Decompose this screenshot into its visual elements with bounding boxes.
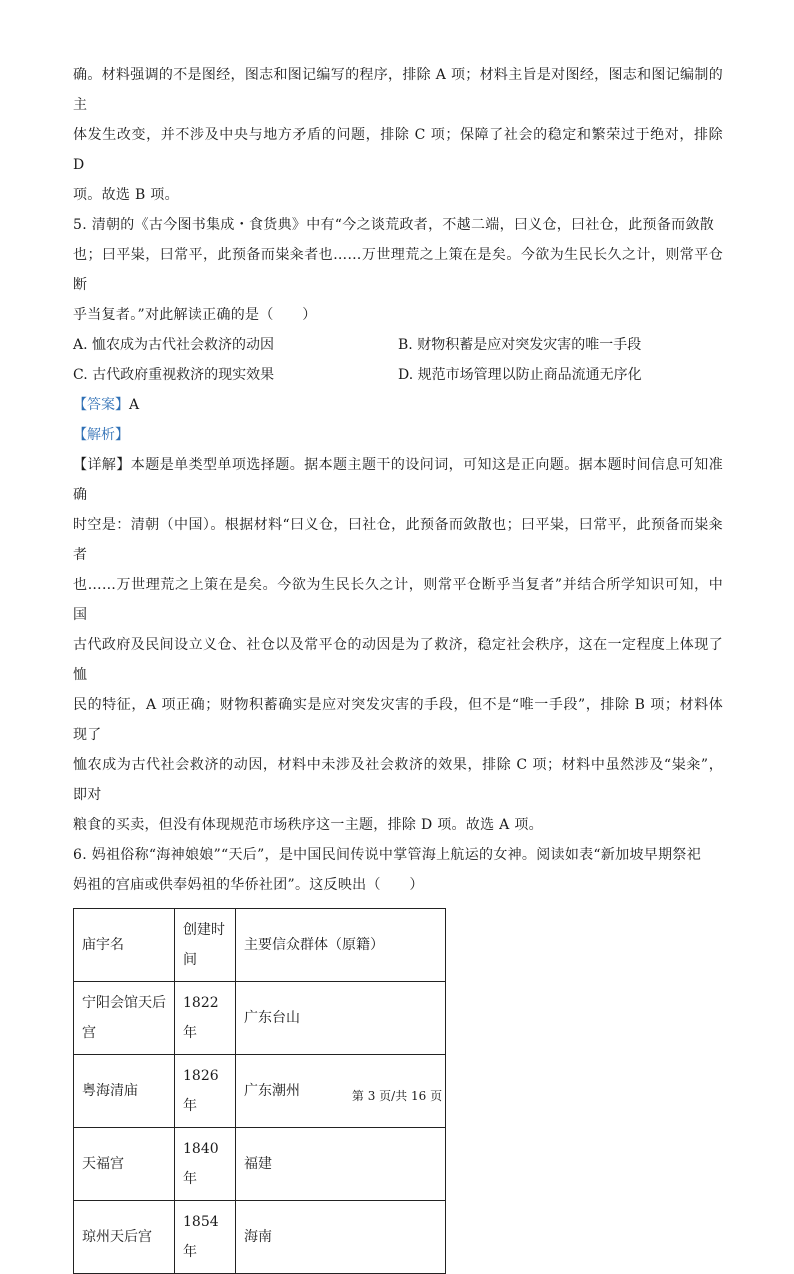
- text-line: 粮食的买卖，但没有体现规范市场秩序这一主题，排除 D 项。故选 A 项。: [73, 817, 543, 833]
- text-line: 也……万世理荒之上策在是矣。今欲为生民长久之计，则常平仓断乎当复者”并结合所学知识可知，中国: [73, 577, 723, 623]
- option-d: D. 规范市场管理以防止商品流通无序化: [398, 367, 642, 383]
- answer-line: [73, 390, 723, 420]
- temple-name-cell: 宁阳会馆天后宫: [74, 982, 175, 1055]
- believer-group-cell: 广东台山: [236, 982, 446, 1055]
- founding-year-cell: 1840年: [175, 1128, 236, 1201]
- detail-text: 本题是单类型单项选择题。据本题主题干的设问词，可知这是正向题。据本题时间信息可知准确: [73, 457, 723, 503]
- header-believer-group: 主要信众群体（原籍）: [236, 909, 446, 982]
- analysis-tag: 【解析】: [73, 427, 129, 443]
- text-line: 确。材料强调的不是图经，图志和图记编写的程序，排除 A 项；材料主旨是对图经，图志和图记编制的主: [73, 67, 723, 113]
- detail-tag: 【详解】: [73, 457, 131, 473]
- temple-name-cell: 琼州天后宫: [74, 1201, 175, 1274]
- founding-year-cell: 1854年: [175, 1201, 236, 1274]
- founding-year-cell: 1822年: [175, 982, 236, 1055]
- answer-tag: 【答案】: [73, 397, 129, 413]
- question-5-options: [73, 330, 723, 390]
- text-line: 体发生改变，并不涉及中央与地方矛盾的问题，排除 C 项；保障了社会的稳定和繁荣过于绝对，排除 D: [73, 127, 723, 173]
- text-line: 5. 清朝的《古今图书集成・食货典》中有“今之谈荒政者，不越二端，曰义仓，曰社仓，此预备而敛散: [73, 217, 715, 233]
- text-line: 乎当复者。”对此解读正确的是（ ）: [73, 307, 317, 323]
- text-line: 也；曰平粜，曰常平，此预备而粜籴者也……万世理荒之上策在是矣。今欲为生民长久之计，则常平仓断: [73, 247, 723, 293]
- table-row: [74, 1201, 446, 1274]
- table-header-row: [74, 909, 446, 982]
- text-line: 6. 妈祖俗称“海神娘娘”“天后”，是中国民间传说中掌管海上航运的女神。阅读如表“新加坡早期祭祀: [73, 847, 701, 863]
- table-row: [74, 982, 446, 1055]
- temple-name-cell: 粤海清庙: [74, 1055, 175, 1128]
- header-founding-year: 创建时间: [175, 909, 236, 982]
- question-5-stem: [73, 210, 723, 330]
- text-line: 时空是：清朝（中国）。根据材料“曰义仓，曰社仓，此预备而敛散也；曰平粜，曰常平，此预备而粜籴者: [73, 517, 723, 563]
- text-line: 妈祖的宫庙或供奉妈祖的华侨社团”。这反映出（ ）: [73, 877, 424, 893]
- text-line: 项。故选 B 项。: [73, 187, 179, 203]
- analysis-line: [73, 420, 723, 450]
- believer-group-cell: 广东潮州: [236, 1055, 446, 1128]
- text-line: 民的特征，A 项正确；财物积蓄确实是应对突发灾害的手段，但不是“唯一手段”，排除 B 项；材料体现了: [73, 697, 723, 743]
- believer-group-cell: 海南: [236, 1201, 446, 1274]
- question-5-detail: [73, 450, 723, 840]
- table-row: [74, 1128, 446, 1201]
- previous-answer-continuation: [73, 60, 723, 210]
- header-temple-name: 庙宇名: [74, 909, 175, 982]
- believer-group-cell: 福建: [236, 1128, 446, 1201]
- text-line: 古代政府及民间设立义仓、社仓以及常平仓的动因是为了救济，稳定社会秩序，这在一定程度上体现了恤: [73, 637, 723, 683]
- option-b: B. 财物积蓄是应对突发灾害的唯一手段: [398, 337, 642, 353]
- temple-name-cell: 天福宫: [74, 1128, 175, 1201]
- question-6-stem: [73, 840, 723, 900]
- page-number-footer: 第 3 页/共 16 页: [351, 1089, 443, 1103]
- founding-year-cell: 1826年: [175, 1055, 236, 1128]
- text-line: [73, 450, 723, 510]
- option-a: A. 恤农成为古代社会救济的动因: [73, 337, 275, 353]
- answer-value: A: [129, 397, 140, 413]
- option-c: C. 古代政府重视救济的现实效果: [73, 367, 275, 383]
- text-line: 恤农成为古代社会救济的动因，材料中未涉及社会救济的效果，排除 C 项；材料中虽然涉及“粜籴”，即对: [73, 757, 723, 803]
